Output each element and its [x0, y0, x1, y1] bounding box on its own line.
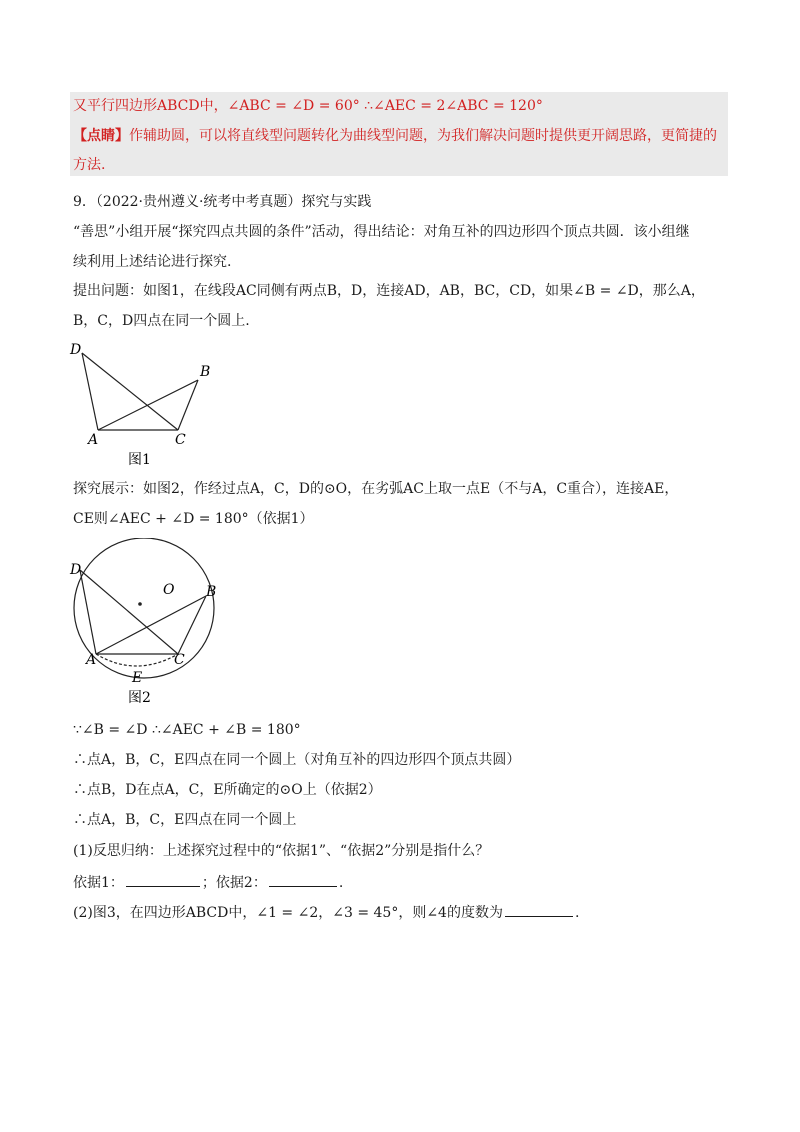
highlight-text-1: 又平行四边形ABCD中，∠ABC = ∠D = 60° ∴∠AEC = 2∠ABC = 120° — [73, 98, 543, 114]
comment-line — [73, 126, 717, 146]
segment-dc — [82, 353, 178, 430]
answer-end: . — [338, 875, 344, 891]
label-d: D — [70, 342, 82, 358]
center-point — [138, 602, 142, 606]
problem-title: 9．（2022·贵州遵义·统考中考真题）探究与实践 — [73, 194, 372, 210]
label-d: D — [70, 562, 82, 578]
problem-ask-1: 提出问题：如图1，在线段AC同侧有两点B，D，连接AD，AB，BC，CD，如果∠B = ∠D，那么A， — [73, 283, 705, 299]
highlight-line-1 — [73, 96, 543, 116]
comment-tag: 【点睛】 — [73, 128, 129, 144]
problem-intro-2: 续利用上述结论进行探究. — [73, 254, 232, 270]
proof-step-2: ∴点A，B，C，E四点在同一个圆上（对角互补的四边形四个顶点共圆） — [73, 752, 521, 768]
figure-1 — [60, 338, 230, 468]
label-b: B — [206, 584, 217, 600]
question-2-end: . — [574, 905, 580, 921]
figure-2 — [60, 538, 230, 708]
label-c: C — [174, 652, 185, 668]
comment-text: 作辅助圆，可以将直线型问题转化为曲线型问题，为我们解决问题时提供更开阔思路，更简捷的 — [129, 128, 717, 144]
question-1-answer-line — [73, 872, 343, 893]
answer-1-label: 依据1： — [73, 875, 124, 891]
comment-line-2 — [73, 155, 105, 175]
segment-bc — [178, 596, 206, 654]
problem-show-1: 探究展示：如图2，作经过点A，C，D的⊙O，在劣弧AC上取一点E（不与A，C重合），连接AE， — [73, 481, 679, 497]
problem-intro-1: “善思”小组开展“探究四点共圆的条件”活动，得出结论：对角互补的四边形四个顶点共圆．该小组继 — [73, 224, 690, 240]
answer-q2-blank[interactable] — [505, 902, 573, 917]
question-2: (2)图3，在四边形ABCD中，∠1 = ∠2，∠3 = 45°，则∠4的度数为 — [73, 905, 503, 921]
proof-step-1: ∵∠B = ∠D ∴∠AEC + ∠B = 180° — [73, 722, 301, 738]
proof-step-3: ∴点B，D在点A，C，E所确定的⊙O上（依据2） — [73, 782, 382, 798]
label-b: B — [200, 364, 211, 380]
question-2-line — [73, 902, 579, 923]
answer-2-blank[interactable] — [269, 872, 337, 887]
segment-aec — [96, 654, 178, 666]
label-a: A — [86, 652, 97, 668]
label-e: E — [132, 670, 143, 686]
label-o: O — [163, 582, 175, 598]
problem-show-2: CE则∠AEC + ∠D = 180°（依据1） — [73, 511, 314, 527]
segment-ab — [98, 380, 198, 430]
question-1: (1)反思归纳：上述探究过程中的“依据1”、“依据2”分别是指什么？ — [73, 843, 490, 859]
comment-text-2: 方法. — [73, 157, 106, 173]
label-c: C — [175, 432, 186, 448]
figure-2-caption: 图2 — [128, 690, 151, 706]
proof-step-4: ∴点A，B，C，E四点在同一个圆上 — [73, 812, 297, 828]
segment-bc — [178, 380, 198, 430]
label-a: A — [88, 432, 99, 448]
figure-1-caption: 图1 — [128, 452, 151, 468]
problem-ask-2: B，C，D四点在同一个圆上. — [73, 313, 250, 329]
answer-2-label: ；依据2： — [201, 875, 267, 891]
answer-1-blank[interactable] — [126, 872, 200, 887]
segment-ab — [96, 596, 206, 654]
